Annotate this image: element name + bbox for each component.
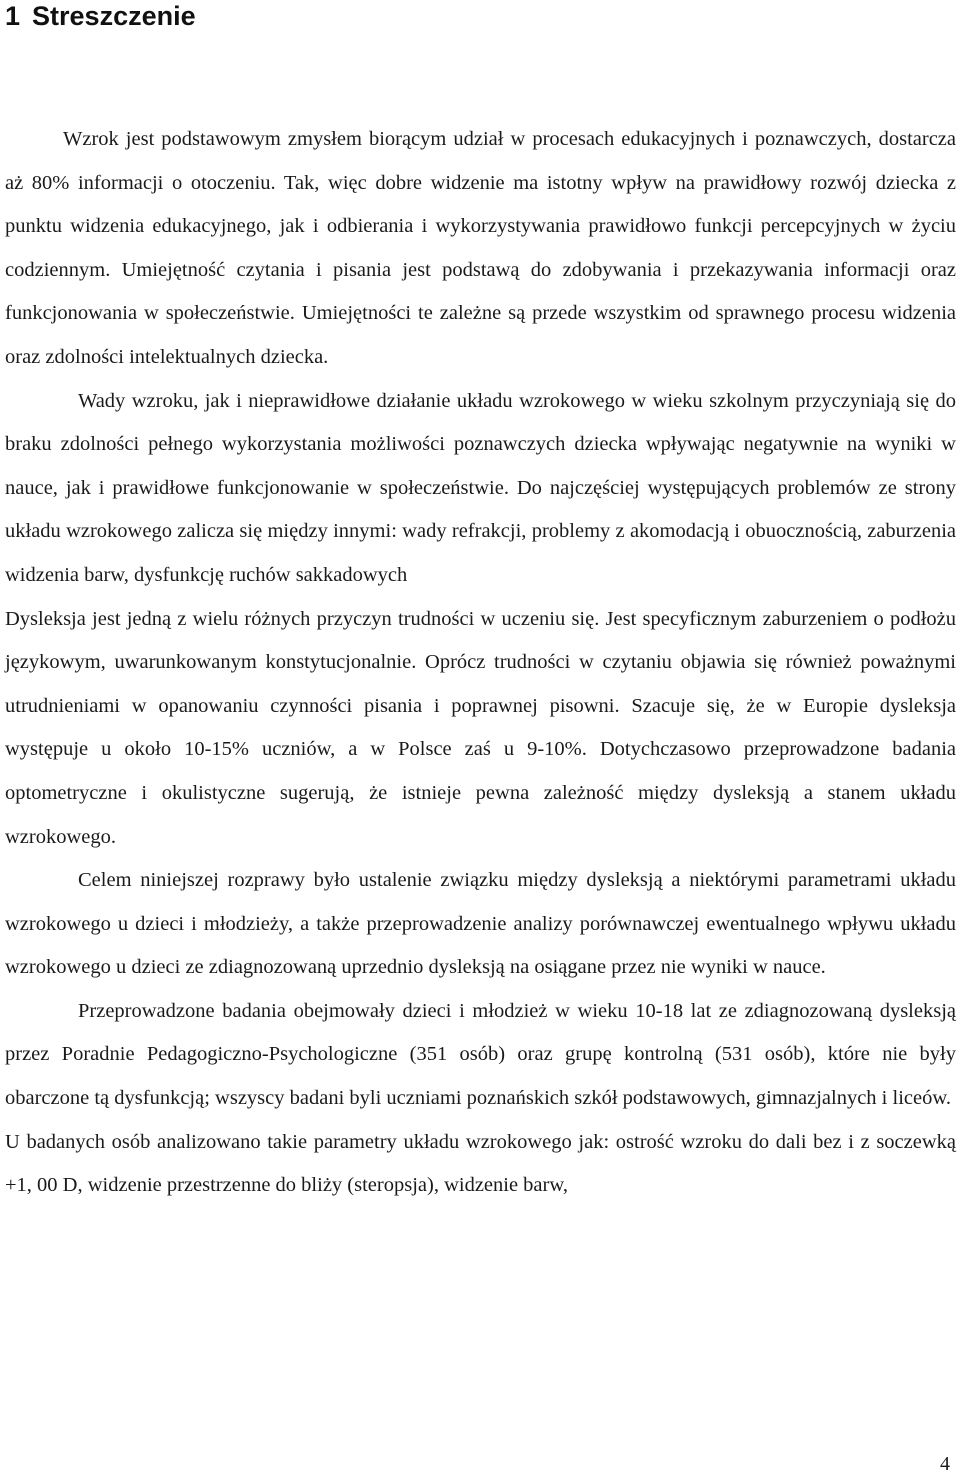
paragraph-2: Wady wzroku, jak i nieprawidłowe działanie układu wzrokowego w wieku szkolnym przyczyniają się do braku zdolności pełnego wykorzystania możliwości poznawczych dziecka wpływając negatywnie na wyniki w nauce, jak i prawidłowe funkcjonowanie w społeczeństwie. Do najczęściej występujących problemów ze strony układu wzrokowego zalicza się między innymi: wady refrakcji, problemy z akomodacją i obuocznością, zaburzenia widzenia barw, dysfunkcję ruchów sakkadowych — [5, 389, 956, 586]
paragraph-3: Dysleksja jest jedną z wielu różnych przyczyn trudności w uczeniu się. Jest specyficznym zaburzeniem o podłożu językowym, uwarunkowanym konstytucjonalnie. Oprócz trudności w czytaniu objawia się również poważnymi utrudnieniami w opanowaniu czynności pisania i poprawnej pisowni. Szacuje się, że w Europie dysleksja występuje u około 10-15% uczniów, a w Polsce zaś u 9-10%. Dotychczasowo przeprowadzone badania optometryczne i okulistyczne sugerują, że istnieje pewna zależność między dysleksją a stanem układu wzrokowego. — [5, 607, 956, 848]
paragraph-6: U badanych osób analizowano takie parametry układu wzrokowego jak: ostrość wzroku do dali bez i z soczewką +1, 00 D, widzenie przestrzenne do bliży (steropsja), widzenie barw, — [5, 1130, 956, 1197]
document-page — [5, 0, 956, 1197]
section-title: Streszczenie — [32, 1, 196, 31]
paragraph-1: Wzrok jest podstawowym zmysłem biorącym udział w procesach edukacyjnych i poznawczych, dostarcza aż 80% informacji o otoczeniu. Tak, więc dobre widzenie ma istotny wpływ na prawidłowy rozwój dziecka z punktu widzenia edukacyjnego, jak i odbierania i wykorzystywania prawidłowo funkcji percepcyjnych w życiu codziennym. Umiejętność czytania i pisania jest podstawą do zdobywania i przekazywania informacji oraz funkcjonowania w społeczeństwie. Umiejętności te zależne są przede wszystkim od sprawnego procesu widzenia oraz zdolności intelektualnych dziecka. — [5, 128, 956, 368]
section-heading — [5, 0, 956, 32]
page-number: 4 — [940, 1453, 950, 1475]
paragraph-4: Celem niniejszej rozprawy było ustalenie związku między dysleksją a niektórymi parametrami układu wzrokowego u dzieci i młodzieży, a także przeprowadzenie analizy porównawczej ewentualnego wpływu układu wzrokowego u dzieci ze zdiagnozowaną uprzednio dysleksją na osiągane przez nie wyniki w nauce. — [5, 869, 956, 979]
section-number: 1 — [5, 1, 21, 31]
paragraph-5: Przeprowadzone badania obejmowały dzieci i młodzież w wieku 10-18 lat ze zdiagnozowaną dysleksją przez Poradnie Pedagogiczno-Psychologiczne (351 osób) oraz grupę kontrolną (531 osób), które nie były obarczone tą dysfunkcją; wszyscy badani byli uczniami poznańskich szkół podstawowych, gimnazjalnych i liceów. — [5, 999, 956, 1110]
body-text — [5, 118, 956, 1208]
